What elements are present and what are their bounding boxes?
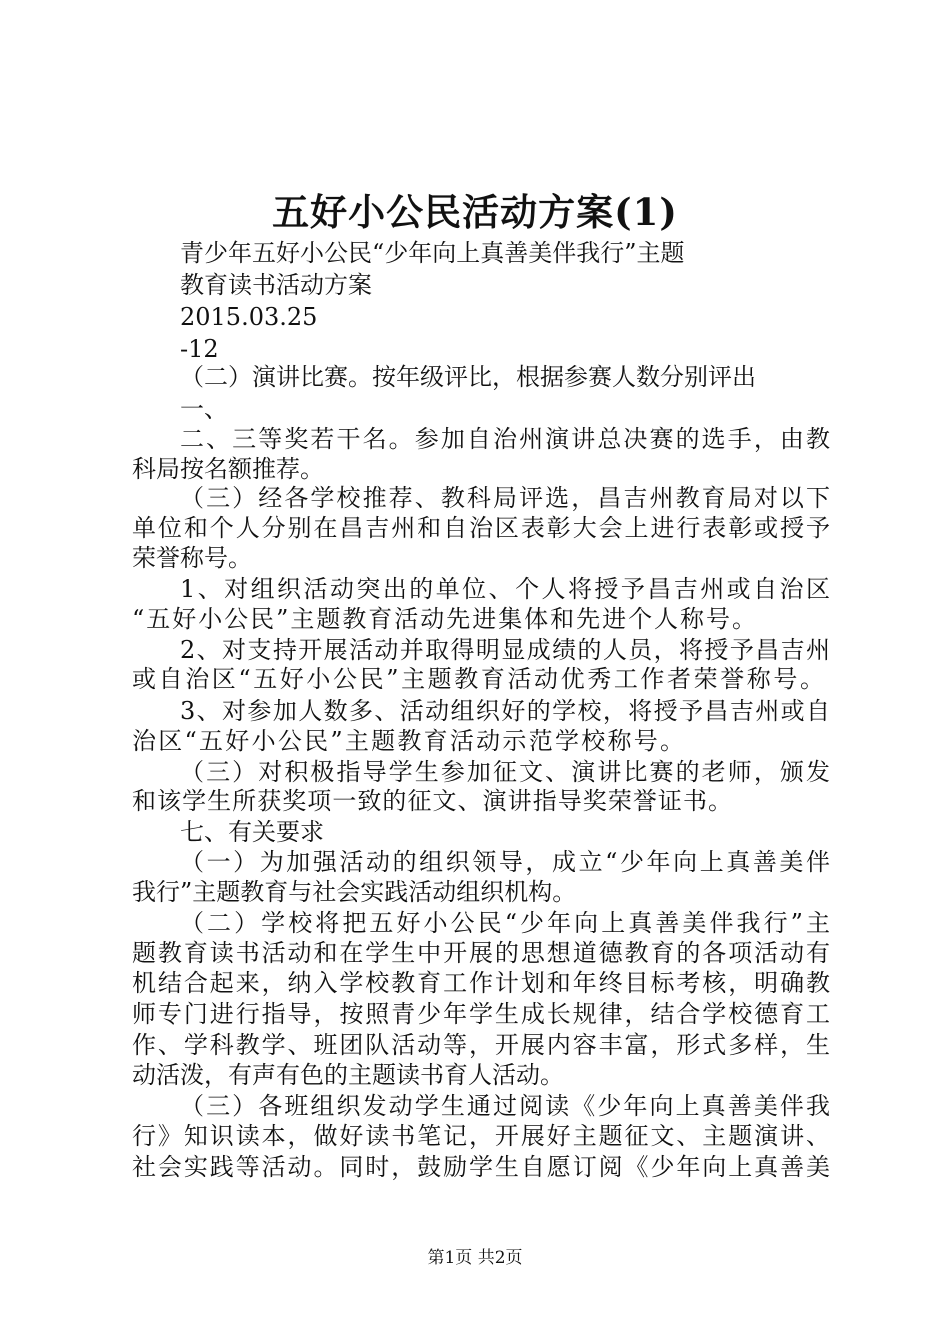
paragraph-line: （三）经各学校推荐、教科局评选，昌吉州教育局对以下 [180, 484, 830, 512]
paragraph-line: 我行”主题教育与社会实践活动组织机构。 [132, 878, 577, 906]
paragraph-line: 二、三等奖若干名。参加自治州演讲总决赛的选手，由教 [180, 425, 830, 453]
date-line: 2015.03.25 [180, 303, 318, 331]
section-heading: 七、有关要求 [180, 818, 324, 846]
page-footer: 第1页 共2页 [427, 1248, 523, 1268]
paragraph-line: 题教育读书活动和在学生中开展的思想道德教育的各项活动有 [132, 939, 830, 967]
document-title: 五好小公民活动方案(1) [272, 190, 678, 234]
paragraph-line: （一）为加强活动的组织领导，成立“少年向上真善美伴 [180, 848, 830, 876]
subtitle-line-2: 教育读书活动方案 [180, 271, 372, 299]
paragraph-line: 作、学科教学、班团队活动等，开展内容丰富，形式多样，生 [132, 1031, 830, 1059]
paragraph-line: “五好小公民”主题教育活动先进集体和先进个人称号。 [132, 605, 756, 633]
paragraph-line: 一、 [180, 395, 228, 423]
paragraph-line: 2、对支持开展活动并取得明显成绩的人员，将授予昌吉州 [180, 636, 830, 664]
paragraph-line: 科局按名额推荐。 [132, 455, 324, 483]
paragraph-line: （二）学校将把五好小公民“少年向上真善美伴我行”主 [180, 909, 830, 937]
paragraph-line: （三）各班组织发动学生通过阅读《少年向上真善美伴我 [180, 1092, 830, 1120]
paragraph-line: 行》知识读本，做好读书笔记，开展好主题征文、主题演讲、 [132, 1122, 830, 1150]
paragraph-line: 和该学生所获奖项一致的征文、演讲指导奖荣誉证书。 [132, 787, 732, 815]
subtitle-line-1: 青少年五好小公民“少年向上真善美伴我行”主题 [180, 239, 685, 267]
paragraph-line: 1、对组织活动突出的单位、个人将授予昌吉州或自治区 [180, 575, 830, 603]
paragraph-line: 机结合起来，纳入学校教育工作计划和年终目标考核，明确教 [132, 969, 830, 997]
paragraph-line: 单位和个人分别在昌吉州和自治区表彰大会上进行表彰或授予 [132, 514, 830, 542]
paragraph-line: （三）对积极指导学生参加征文、演讲比赛的老师，颁发 [180, 758, 830, 786]
paragraph-line: 3、对参加人数多、活动组织好的学校，将授予昌吉州或自 [180, 697, 830, 725]
paragraph-line: 动活泼，有声有色的主题读书育人活动。 [132, 1061, 564, 1089]
paragraph-line: （二）演讲比赛。按年级评比，根据参赛人数分别评出 [180, 363, 756, 391]
paragraph-line: 荣誉称号。 [132, 544, 252, 572]
paragraph-line: 社会实践等活动。同时，鼓励学生自愿订阅《少年向上真善美 [132, 1153, 830, 1181]
paragraph-line: 或自治区“五好小公民”主题教育活动优秀工作者荣誉称号。 [132, 665, 824, 693]
paragraph-line: 治区“五好小公民”主题教育活动示范学校称号。 [132, 727, 684, 755]
paragraph-line: 师专门进行指导，按照青少年学生成长规律，结合学校德育工 [132, 1000, 830, 1028]
date-suffix-line: -12 [180, 335, 219, 363]
